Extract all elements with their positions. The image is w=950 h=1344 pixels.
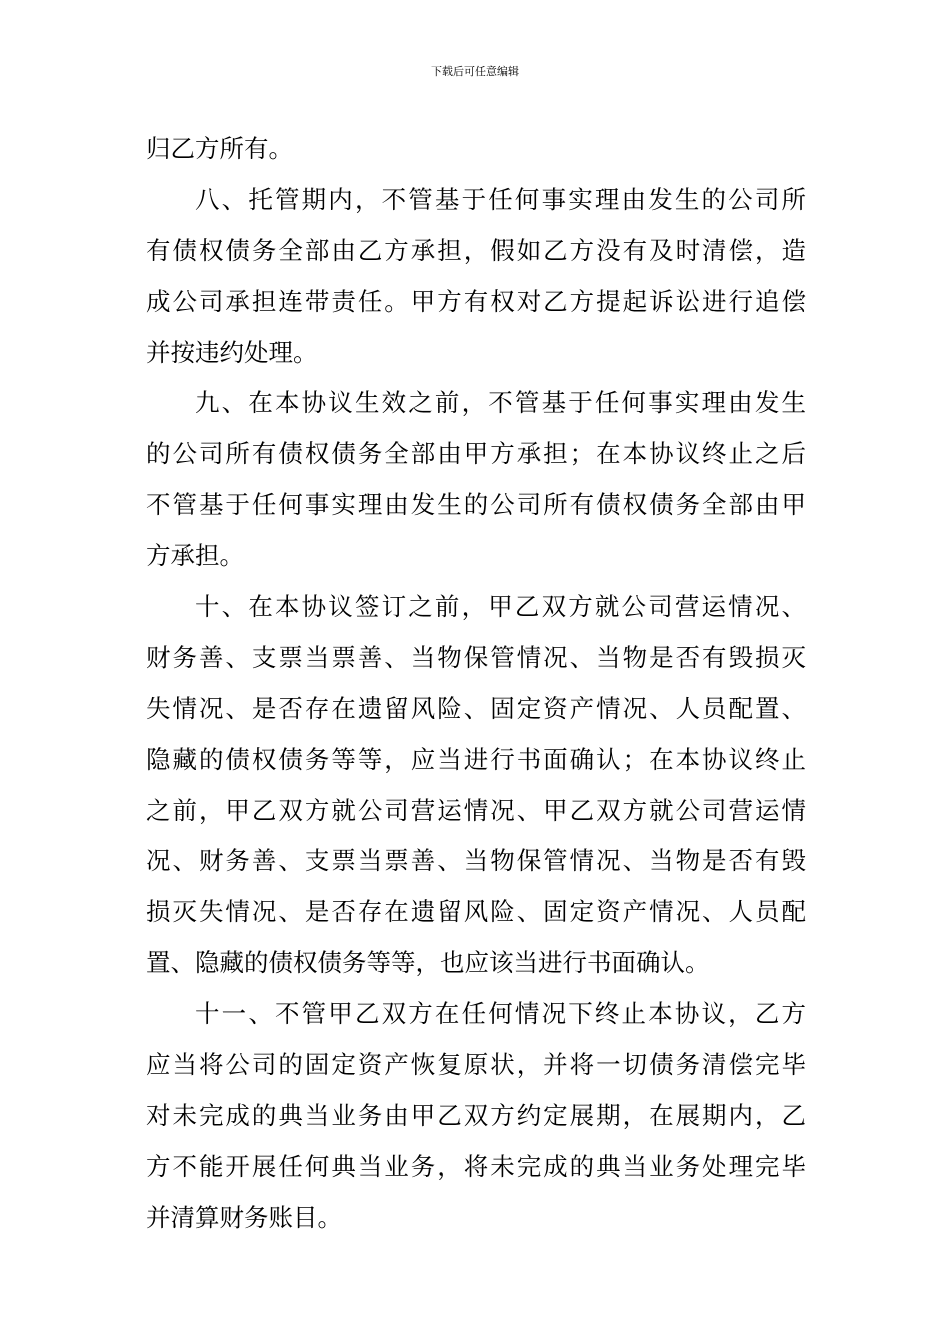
text-line: 之前，甲乙双方就公司营运情况、甲乙双方就公司营运情 — [146, 795, 806, 825]
text-line: 况、财务善、支票当票善、当物保管情况、当物是否有毁 — [146, 846, 806, 876]
text-line: 方不能开展任何典当业务，将未完成的典当业务处理完毕 — [146, 1151, 806, 1181]
text-line: 对未完成的典当业务由甲乙双方约定展期，在展期内，乙 — [146, 1100, 806, 1130]
text-line: 成公司承担连带责任。甲方有权对乙方提起诉讼进行追偿 — [146, 286, 806, 316]
text-line: 方承担。 — [146, 541, 244, 571]
document-body — [146, 124, 806, 1244]
paragraph-9-line: 九、在本协议生效之前，不管基于任何事实理由发生 — [195, 388, 806, 418]
text-line: 并按违约处理。 — [146, 337, 318, 367]
text-line: 应当将公司的固定资产恢复原状，并将一切债务清偿完毕 — [146, 1050, 806, 1080]
text-line: 的公司所有债权债务全部由甲方承担；在本协议终止之后 — [146, 439, 806, 469]
text-line: 归乙方所有。 — [146, 134, 293, 163]
text-line: 并清算财务账目。 — [146, 1202, 342, 1232]
text-line: 损灭失情况、是否存在遗留风险、固定资产情况、人员配 — [146, 897, 806, 927]
text-line: 有债权债务全部由乙方承担，假如乙方没有及时清偿，造 — [146, 235, 806, 265]
paragraph-10-line: 十、在本协议签订之前，甲乙双方就公司营运情况、 — [195, 592, 806, 622]
page-header-note: 下载后可任意编辑 — [431, 65, 519, 78]
text-line: 置、隐藏的债权债务等等，也应该当进行书面确认。 — [146, 948, 710, 978]
text-line: 不管基于任何事实理由发生的公司所有债权债务全部由甲 — [146, 490, 806, 520]
text-line: 隐藏的债权债务等等，应当进行书面确认；在本协议终止 — [146, 744, 806, 774]
text-line: 财务善、支票当票善、当物保管情况、当物是否有毁损灭 — [146, 642, 806, 672]
text-line: 失情况、是否存在遗留风险、固定资产情况、人员配置、 — [146, 693, 806, 723]
paragraph-11-line: 十一、不管甲乙双方在任何情况下终止本协议，乙方 — [195, 999, 806, 1029]
paragraph-8-line: 八、托管期内，不管基于任何事实理由发生的公司所 — [195, 184, 806, 214]
